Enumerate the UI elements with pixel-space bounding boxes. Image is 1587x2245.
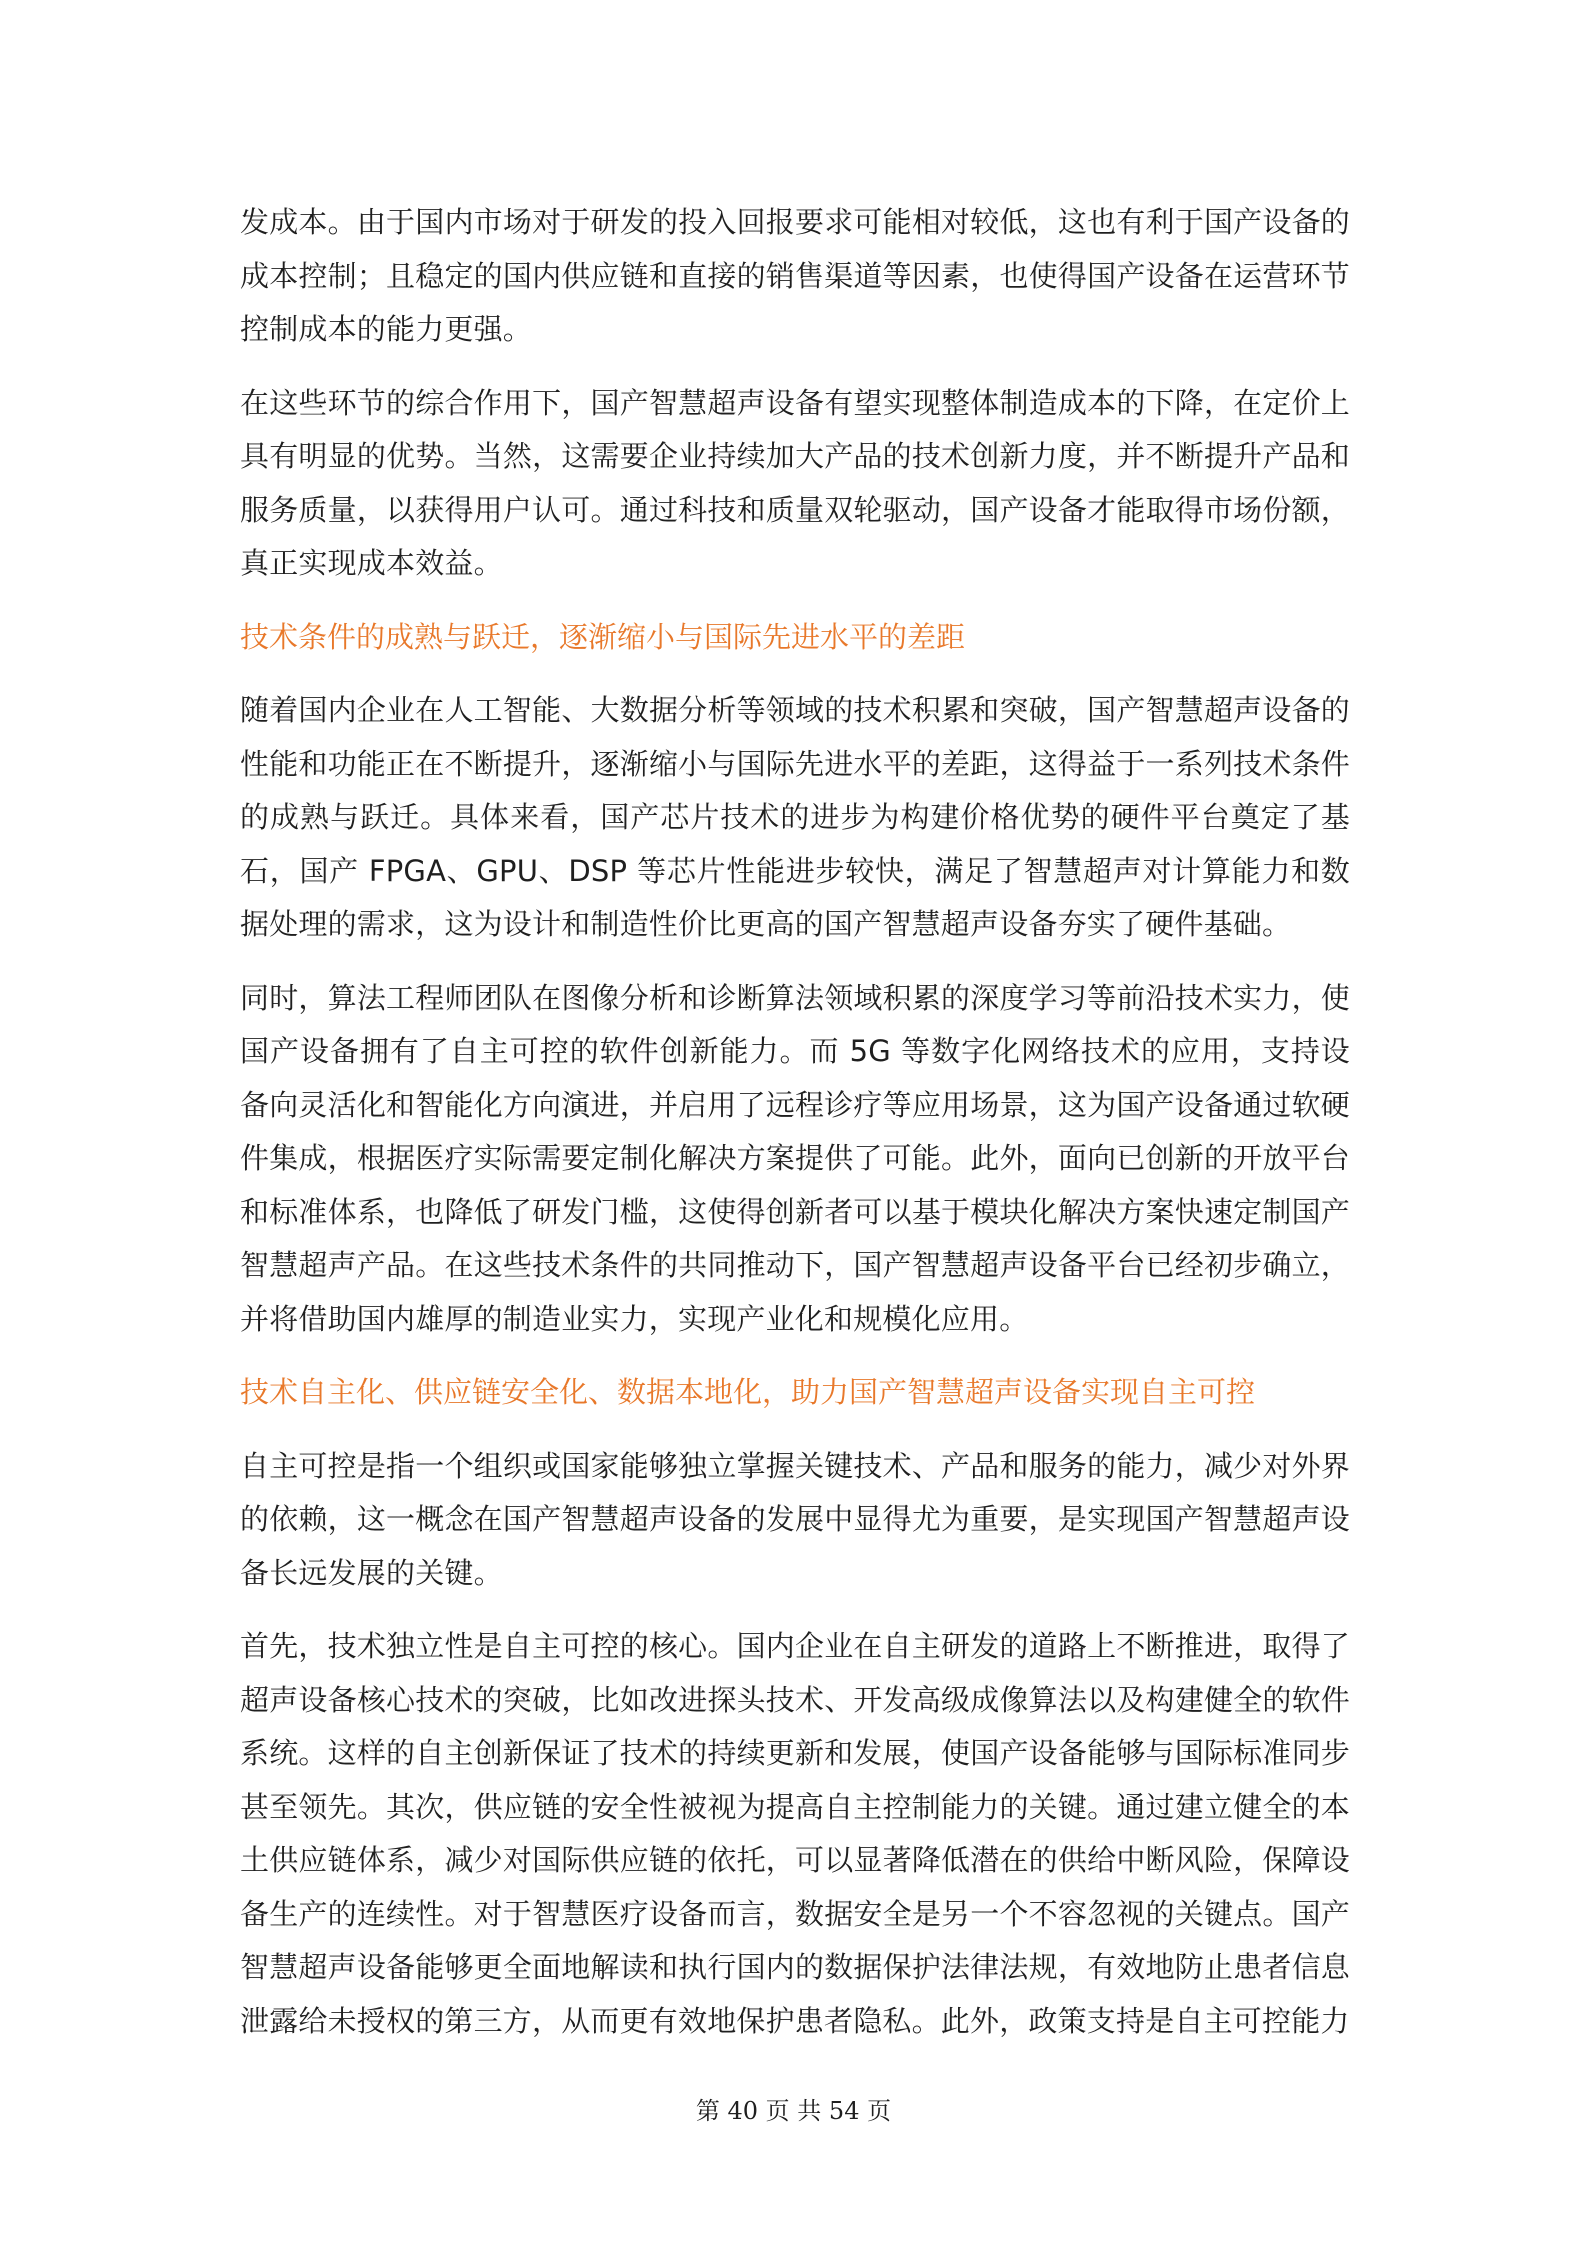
paragraph: 自主可控是指一个组织或国家能够独立掌握关键技术、产品和服务的能力，减少对外界的依赖，这一概念在国产智慧超声设备的发展中显得尤为重要，是实现国产智慧超声设备长远发展的关键。 (240, 1448, 1350, 1590)
page-number-footer: 第 40 页 共 54 页 (695, 2097, 892, 2125)
paragraph: 随着国内企业在人工智能、大数据分析等领域的技术积累和突破，国产智慧超声设备的性能和功能正在不断提升，逐渐缩小与国际先进水平的差距，这得益于一系列技术条件的成熟与跃迁。具体来看，国产芯片技术的进步为构建价格优势的硬件平台奠定了基石，国产 FPGA、GPU、DSP 等芯片性能进步较快，满足了智慧超声对计算能力和数据处理的需求，这为设计和制造性价比更高的国产智慧超声设备夯实了硬件基础。 (240, 693, 1350, 941)
paragraph: 在这些环节的综合作用下，国产智慧超声设备有望实现整体制造成本的下降，在定价上具有明显的优势。当然，这需要企业持续加大产品的技术创新力度，并不断提升产品和服务质量，以获得用户认可。通过科技和质量双轮驱动，国产设备才能取得市场份额，真正实现成本效益。 (240, 385, 1350, 580)
paragraph: 首先，技术独立性是自主可控的核心。国内企业在自主研发的道路上不断推进，取得了超声设备核心技术的突破，比如改进探头技术、开发高级成像算法以及构建健全的软件系统。这样的自主创新保证了技术的持续更新和发展，使国产设备能够与国际标准同步甚至领先。其次，供应链的安全性被视为提高自主控制能力的关键。通过建立健全的本土供应链体系，减少对国际供应链的依托，可以显著降低潜在的供给中断风险，保障设备生产的连续性。对于智慧医疗设备而言，数据安全是另一个不容忽视的关键点。国产智慧超声设备能够更全面地解读和执行国内的数据保护法律法规，有效地防止患者信息泄露给未授权的第三方，从而更有效地保护患者隐私。此外，政策支持是自主可控能力 (240, 1629, 1350, 2038)
paragraph: 同时，算法工程师团队在图像分析和诊断算法领域积累的深度学习等前沿技术实力，使国产设备拥有了自主可控的软件创新能力。而 5G 等数字化网络技术的应用，支持设备向灵活化和智能化方向演进，并启用了远程诊疗等应用场景，这为国产设备通过软硬件集成，根据医疗实际需要定制化解决方案提供了可能。此外，面向已创新的开放平台和标准体系，也降低了研发门槛，这使得创新者可以基于模块化解决方案快速定制国产智慧超声产品。在这些技术条件的共同推动下，国产智慧超声设备平台已经初步确立，并将借助国内雄厚的制造业实力，实现产业化和规模化应用。 (240, 980, 1350, 1336)
paragraph: 发成本。由于国内市场对于研发的投入回报要求可能相对较低，这也有利于国产设备的成本控制；且稳定的国内供应链和直接的销售渠道等因素，也使得国产设备在运营环节控制成本的能力更强。 (240, 205, 1350, 346)
section-heading: 技术自主化、供应链安全化、数据本地化，助力国产智慧超声设备实现自主可控 (240, 1375, 1256, 1409)
document-body (240, 196, 1350, 2068)
section-heading: 技术条件的成熟与跃迁，逐渐缩小与国际先进水平的差距 (240, 619, 966, 654)
